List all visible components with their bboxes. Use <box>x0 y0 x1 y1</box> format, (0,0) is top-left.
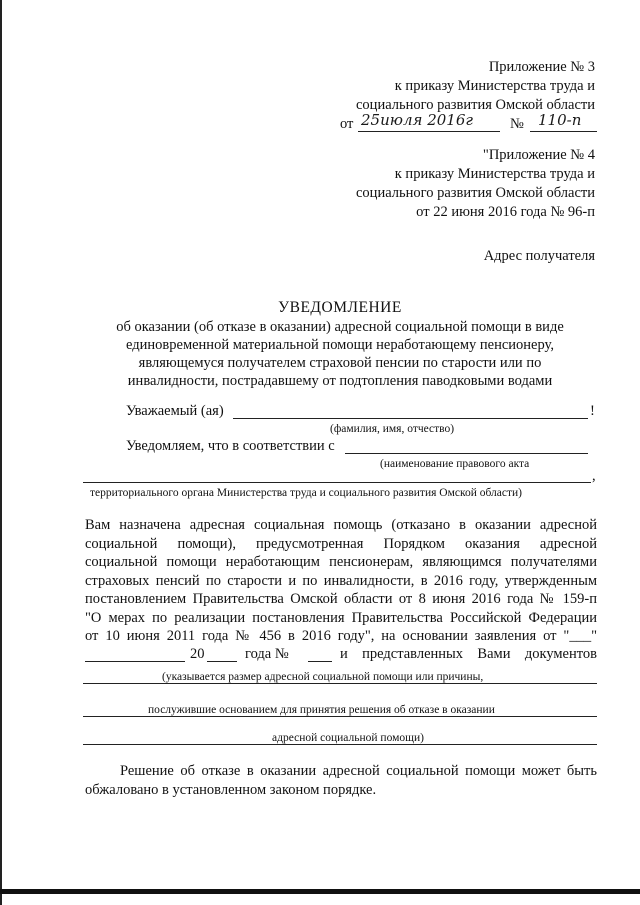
notify-label: Уведомляем, что в соответствии с <box>126 438 335 454</box>
date-line-rest: и представленных Вами документов <box>340 646 597 662</box>
appendix3-number-handwritten: 110-п <box>538 111 582 129</box>
salutation-label: Уважаемый (ая) <box>126 403 224 419</box>
notice-subtitle-line: являющемуся получателем страховой пенсии по старости или по <box>138 355 542 371</box>
appendix4-line1: к приказу Министерства труда и <box>394 166 595 182</box>
body-line: от 10 июня 2011 года № 456 в 2016 году", на основании заявления от "___" <box>85 628 597 644</box>
appendix3-number-underline <box>530 131 597 132</box>
closing-line1: Решение об отказе в оказании адресной социальной помощи может быть <box>120 763 597 779</box>
notify-hint: (наименование правового акта <box>380 458 530 470</box>
closing-line2: обжаловано в установленном законом порядке. <box>85 782 377 798</box>
notice-subtitle-line: инвалидности, пострадавшему от подтопления паводковыми водами <box>127 373 553 389</box>
body-line: социальной помощи), предусмотренная Порядком оказания адресной <box>85 535 597 552</box>
date-day-month-field <box>85 661 185 662</box>
body-line: "О мерах по реализации постановления Правительства Российской Федерации <box>85 609 597 626</box>
application-number-field <box>308 661 332 662</box>
appendix3-number-prefix: № <box>510 116 524 132</box>
scan-edge-bottom <box>0 889 640 894</box>
hint-amount: (указывается размер адресной социальной помощи или причины, <box>162 671 484 683</box>
appendix3-line1: к приказу Министерства труда и <box>394 78 595 94</box>
notify-hint2: территориального органа Министерства труда и социального развития Омской области) <box>90 487 523 499</box>
notice-subtitle-line: об оказании (об отказе в оказании) адресной социальной помощи в виде <box>116 319 564 335</box>
body-line: Вам назначена адресная социальная помощь (отказано в оказании адресной <box>85 517 597 533</box>
salutation-hint: (фамилия, имя, отчество) <box>330 423 455 435</box>
scan-edge-left <box>0 0 2 905</box>
date-year-prefix: 20 <box>190 646 205 662</box>
hint-grounds: послужившие основанием для принятия решения об отказе в оказании <box>148 704 495 716</box>
body-line: социальной помощи неработающим пенсионерам, являющимся получателями <box>85 554 597 570</box>
notify-act-field <box>345 453 588 454</box>
date-year-field <box>207 661 237 662</box>
appendix4-line2: социального развития Омской области <box>356 185 595 201</box>
notice-subtitle-line: единовременной материальной помощи неработающему пенсионеру, <box>126 337 554 353</box>
hint-aid: адресной социальной помощи) <box>272 732 424 744</box>
appendix4-title: "Приложение № 4 <box>482 147 595 163</box>
appendix3-date-prefix: от <box>340 116 354 132</box>
date-year-word: года № <box>245 646 289 662</box>
body-line: постановлением Правительства Омской области от 8 июня 2016 года № 159-п <box>85 591 597 607</box>
notify-act-field-2 <box>83 482 591 483</box>
notice-title: УВЕДОМЛЕНИЕ <box>278 299 402 316</box>
salutation-fio-field <box>233 418 588 419</box>
appendix4-line3: от 22 июня 2016 года № 96-п <box>416 204 595 220</box>
recipient-address: Адрес получателя <box>483 248 595 264</box>
body-line: страховых пенсий по старости и по инвалидности, в 2016 году, утвержденным <box>85 572 597 589</box>
notify-comma: , <box>592 468 596 484</box>
appendix3-date-underline <box>358 131 500 132</box>
appendix3-title: Приложение № 3 <box>488 59 595 75</box>
salutation-end: ! <box>590 403 595 419</box>
appendix3-line2: социального развития Омской области <box>356 97 595 113</box>
appendix3-date-handwritten: 25июля 2016г <box>361 111 473 129</box>
